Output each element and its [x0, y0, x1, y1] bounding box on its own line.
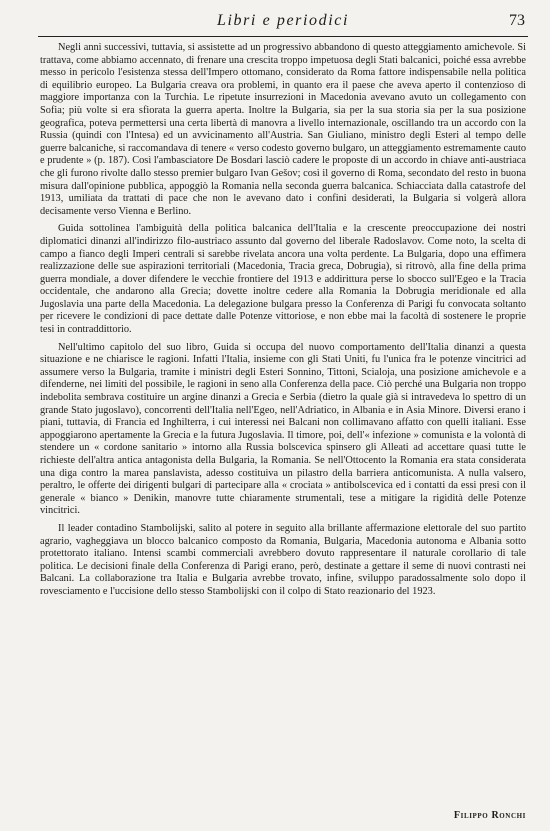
author-signature: Filippo Ronchi: [453, 810, 526, 821]
paragraph: Il leader contadino Stambolijski, salito al potere in seguito alla brillante affermazione elettorale del suo partito agrario, vagheggiava un blocco balcanico composto da Romania, Bulgaria, Macedonia autonoma e Albania sotto protettorato italiano. Intensi scambi commerciali avrebbero dovuto rappresentare il naturale corollario di tale politica. Le decisioni finale della Conferenza di Parigi erano, però, destinate a gettare il seme di nuovi contrasti nei Balcani. La collaborazione tra Italia e Bulgaria avrebbe trovato, infine, sviluppo paradossalmente solo dopo il rovesciamento e l'uccisione dello stesso Stambolijski con il colpo di Stato reazionario del 1923.: [40, 522, 526, 597]
paragraph: Negli anni successivi, tuttavia, si assistette ad un progressivo abbandono di questo atteggiamento amichevole. Si trattava, come abbiamo accennato, di frenare una crescita troppo impetuosa degli Stati balcanici, poiché essa avrebbe messo in pericolo l'esistenza stessa dell'Impero ottomano, considerato da Roma fattore indispensabile nella politica di equilibrio europeo. La Bulgaria creava ora problemi, in quanto era il paese che aveva aperto il contenzioso di maggiore importanza con la Turchia. Le ripetute insurrezioni in Macedonia avevano avuto un collegamento con Sofia; più volte si era sfiorata la guerra aperta. Inoltre la Bulgaria, sia per la sua storia sia per la sua posizione geografica, poteva permettersi una certa libertà di manovra a livello internazionale, oscillando tra un accordo con la Russia (quindi con l'Intesa) ed un avvicinamento all'Austria. San Giuliano, ministro degli Esteri al tempo delle guerre balcaniche, si raccomandava di tenere « verso codesto governo bulgaro, un atteggiamento estremamente cauto e prudente » (p. 187). Così l'ambasciatore De Bosdari lasciò cadere le proposte di un accordo in chiave anti-austriaca che gli furono rivolte dallo stesso premier bulgaro Ivan Gešov; così il governo di Roma, secondato del resto in buona misura dall'opinione pubblica, appoggiò la Romania nella seconda guerra balcanica. Schiacciata dalla catastrofe del 1913, umiliata da trattati di pace che non le avevano dato i confini desiderati, la Bulgaria si volgerà allora decisamente verso Vienna e Berlino.: [40, 42, 526, 217]
paragraph: Guida sottolinea l'ambiguità della politica balcanica dell'Italia e la crescente preoccupazione dei nostri diplomatici dinanzi all'indirizzo filo-austriaco assunto dal governo del liberale Radoslavov. Come noto, la scelta di campo a fianco degli Imperi centrali si sarebbe rivelata ancora una volta perdente. La Bulgaria, dopo una effimera realizzazione delle sue aspirazioni territoriali (Macedonia, Tracia greca, Dobrugia), si ritrovò, alla fine della prima guerra mondiale, a dover difendere le vecchie frontiere del 1913 e addirittura perse lo sbocco sull'Egeo e la Tracia occidentale, che andarono alla Grecia; dovette inoltre cedere alla Romania la Dobrugia meridionale ed alla Jugoslavia una parte della Macedonia. La delegazione bulgara presso la Conferenza di Parigi fu convocata soltanto per ricevere le condizioni di pace dettate dalle Potenze vittoriose, e non ebbe mai la facoltà di sostenere le proprie tesi in contraddittorio.: [40, 223, 526, 336]
page-number: 73: [509, 12, 525, 29]
running-header: [38, 12, 528, 34]
header-rule: [38, 36, 528, 37]
article-body: [40, 42, 526, 604]
running-header-title: Libri e periodici: [216, 12, 350, 29]
paragraph: Nell'ultimo capitolo del suo libro, Guida si occupa del nuovo comportamento dell'Italia dinanzi a questa situazione e ne chiarisce le ragioni. Infatti l'Italia, insieme con gli Stati Uniti, fu l'unica fra le potenze vincitrici ad assumere verso la Bulgaria, tramite i ministri degli Esteri Sonnino, Tittoni, Scialoja, una posizione amichevole e a difenderne, nei limiti del possibile, le ragioni in seno alla Conferenza della pace. Ciò perché una Bulgaria non troppo indebolita sembrava costituire un argine dinanzi a Grecia e Serbia (dietro la quale già si intravedeva lo spettro di un grande Stato jugoslavo), concorrenti dell'Italia nell'Egeo, nell'Adriatico, in Albania e in Asia Minore. Diversi erano i piani, tuttavia, di Francia ed Inghilterra, i cui interessi nei Balcani non collimavano affatto con quelli italiani. Esse appoggiarono apertamente la Grecia e la futura Jugoslavia. Il timore, poi, dell'« infezione » comunista e la volontà di stendere un « cordone sanitario » intorno alla Russia bolscevica spinsero gli Alleati ad accettare quasi tutte le richieste dell'altra antica antagonista della Bulgaria, la Romania. Se nell'Ottocento la Romania era stata considerata una diga contro la marea panslavista, adesso costituiva un pilastro della barriera anticomunista. A nulla valsero, peraltro, le offerte dei dirigenti bulgari di partecipare alla « crociata » antibolscevica ed i contatti da essi presi con il generale « bianco » Denikin, manovre tutte chiaramente strumentali, tese a mitigare la rigidità delle Potenze vincitrici.: [40, 341, 526, 517]
